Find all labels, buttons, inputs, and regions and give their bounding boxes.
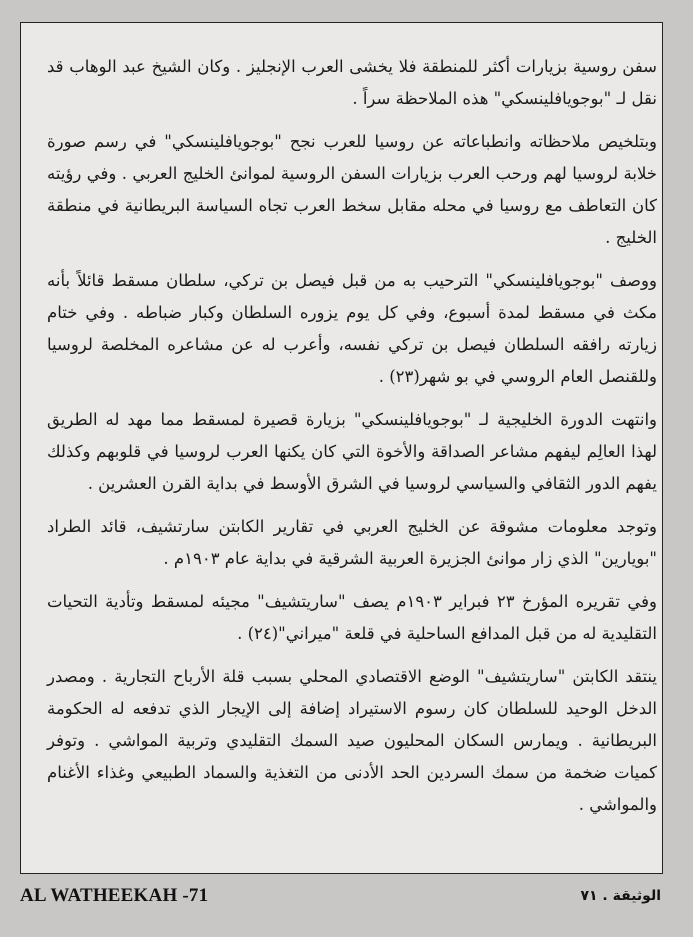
paragraph: وبتلخيص ملاحظاته وانطباعاته عن روسيا للعرب نجح "بوجويافلينسكي" في رسم صورة خلابة لروسيا لهم ورحب العرب بزيارات السفن الروسية لموانئ الخليج العربي . وفي رؤيته كان التعاطف مع روسيا في محله مقابل سخط العرب تجاه السياسة البريطانية في منطقة الخليج .: [47, 132, 657, 247]
page-frame: [20, 22, 663, 874]
journal-page-label: AL WATHEEKAH -71: [20, 885, 209, 906]
paragraph: وتوجد معلومات مشوقة عن الخليج العربي في تقارير الكابتن سارتشيف، قائد الطراد "بويارين" الذي زار موانئ الجزيرة العربية الشرقية في بداية عام ١٩٠٣م .: [47, 517, 657, 568]
paragraph: ووصف "بوجويافلينسكي" الترحيب به من قبل فيصل بن تركي، سلطان مسقط قائلاً بأنه مكث في مسقط لمدة أسبوع، وفي كل يوم يزوره السلطان وكبار ضباطه . وفي ختام زيارته رافقه السلطان فيصل بن تركي نفسه، وأعرب له عن مشاعره المخلصة لروسيا وللقنصل العام الروسي في بو شهر(٢٣) .: [47, 271, 657, 386]
article-body: [47, 51, 657, 832]
page-footer: [20, 876, 661, 916]
paragraph: وفي تقريره المؤرخ ٢٣ فبراير ١٩٠٣م يصف "ساريتشيف" مجيئه لمسقط وتأدية التحيات التقليدية له من قبل المدافع الساحلية في قلعة "ميراني"(٢٤) .: [47, 592, 657, 643]
paragraph: سفن روسية بزيارات أكثر للمنطقة فلا يخشى العرب الإنجليز . وكان الشيخ عبد الوهاب قد نقل لـ "بوجويافلينسكي" هذه الملاحظة سراً .: [47, 57, 657, 108]
paragraph: وانتهت الدورة الخليجية لـ "بوجويافلينسكي" بزيارة قصيرة لمسقط مما مهد له الطريق لهذا العالِم ليفهم مشاعر الصداقة والأخوة التي كان يكنها العرب لروسيا في قلوبهم وكذلك يفهم الدور الثقافي والسياسي لروسيا في الشرق الأوسط في بداية القرن العشرين .: [47, 410, 657, 493]
paragraph: ينتقد الكابتن "ساريتشيف" الوضع الاقتصادي المحلي بسبب قلة الأرباح التجارية . ومصدر الدخل الوحيد للسلطان كان رسوم الاستيراد إضافة إلى الإيجار الذي تدفعه له الحكومة البريطانية . ويمارس السكان المحليون صيد السمك التقليدي وتربية المواشي . وتوفر كميات ضخمة من سمك السردين الحد الأدنى من التغذية والسماد الطبيعي وغذاء الأغنام والمواشي .: [47, 667, 657, 814]
arabic-page-label: الوثيقة . ٧١: [580, 888, 661, 904]
